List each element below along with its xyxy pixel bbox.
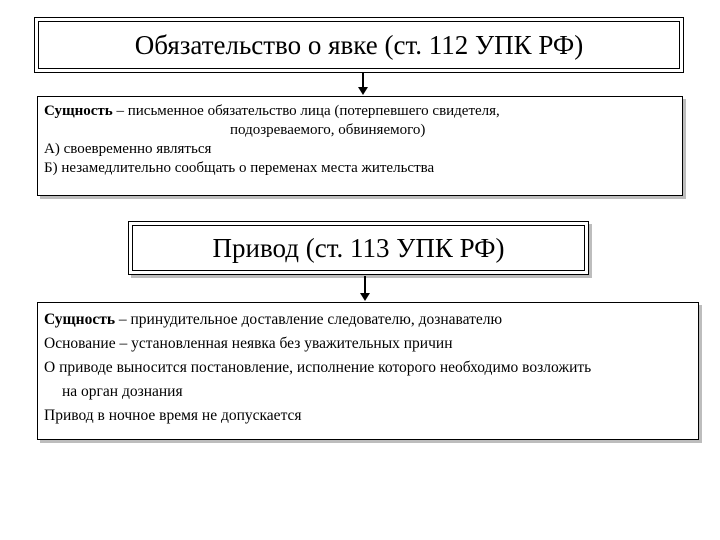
arrow-down-icon xyxy=(362,73,364,93)
duty-a: А) своевременно являться xyxy=(44,141,212,157)
compulsion-title: Привод (ст. 113 УПК РФ) xyxy=(212,232,505,263)
essence-text: – письменное обязательство лица (потерпевшего свидетеля, xyxy=(112,103,500,119)
essence-label: Сущность xyxy=(44,103,113,119)
essence-label: Сущность xyxy=(44,311,116,328)
essence-text: – принудительное доставление следователю, дознавателю xyxy=(115,311,503,328)
obligation-essence-box xyxy=(37,96,683,196)
compulsion-resolution: О приводе выносится постановление, исполнение которого необходимо возложить xyxy=(44,359,592,376)
obligation-title: Обязательство о явке (ст. 112 УПК РФ) xyxy=(134,29,584,60)
compulsion-title-box xyxy=(128,221,589,275)
duty-b: Б) незамедлительно сообщать о переменах места жительства xyxy=(44,160,435,176)
compulsion-night-rule: Привод в ночное время не допускается xyxy=(44,407,302,424)
compulsion-essence-box xyxy=(37,302,699,440)
compulsion-grounds: Основание – установленная неявка без уважительных причин xyxy=(44,335,453,352)
essence-continuation: подозреваемого, обвиняемого) xyxy=(230,122,426,138)
arrow-down-icon xyxy=(364,276,366,299)
obligation-essence-line xyxy=(44,102,676,121)
obligation-title-box xyxy=(34,17,684,73)
compulsion-resolution-cont: на орган дознания xyxy=(62,383,183,400)
compulsion-essence-line xyxy=(44,308,692,332)
